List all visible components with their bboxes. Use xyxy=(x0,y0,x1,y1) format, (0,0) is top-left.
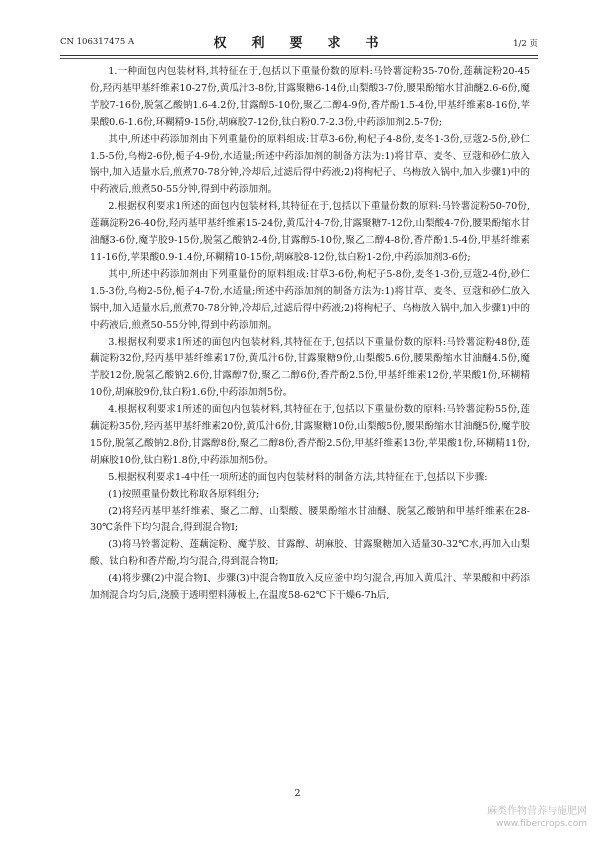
watermark xyxy=(437,806,587,830)
claim-2-additive: 其中,所述中药添加剂由下列重量份的原料组成:甘草3-6份,枸杞子5-8份,麦冬1-3份,豆蔻2-4份,砂仁1.5-3份,乌梅2-5份,栀子4-7份,水适量;所述中药添加剂的制备方法为:1)将甘草、麦冬、豆蔻和砂仁放入锅中,加入适量水后,煎煮70-78分钟,冷却后,过滤后得中药液;2)将枸杞子、乌梅放入锅中,加入步骤1)中的中药液后,煎煮50-55分钟,得到中药添加剂。 xyxy=(90,268,530,331)
page-number: 2 xyxy=(294,788,301,799)
claim-5: 5.根据权利要求1-4中任一项所述的面包内包装材料的制备方法,其特征在于,包括以下步骤: xyxy=(108,471,488,483)
document-header xyxy=(60,30,538,52)
claim-2: 2.根据权利要求1所述的面包内包装材料,其特征在于,包括以下重量份数的原料:马铃薯淀粉50-70份,莲藕淀粉26-40份,羟丙基甲基纤维素15-24份,黄瓜汁4-7份,甘露聚糖7-12份,山梨酸4-7份,腰果酚缩水甘油醚3-6份,魔芋胶9-15份,脱氢乙酸钠2-4份,甘露醇5-10份,聚乙二醇4-8份,香芹酚1.5-4份,甲基纤维素11-16份,苹果酸0.9-1.4份,环糊精10-15份,胡麻胶8-12份,钛白粉1-2份,中药添加剂3-6份; xyxy=(90,201,530,263)
page-indicator: 1/2 页 xyxy=(513,39,538,49)
watermark-name: 麻类作物营养与施肥网 xyxy=(487,806,587,817)
header-rule-thin xyxy=(60,58,538,59)
claim-5-step-1: (1)按照重量份数比称取各原料组分; xyxy=(108,488,260,500)
claim-5-step-3: (3)将马铃薯淀粉、莲藕淀粉、魔芋胶、甘露醇、胡麻胶、甘露聚糖加入适量30-32℃水,再加入山梨酸、钛白粉和香芹酚,均匀混合,得到混合物Ⅱ; xyxy=(90,539,530,568)
claim-1: 1.一种面包内包装材料,其特征在于,包括以下重量份数的原料:马铃薯淀粉35-70份,莲藕淀粉20-45份,羟丙基甲基纤维素10-27份,黄瓜汁3-8份,甘露聚糖6-14份,山梨酸3-7份,腰果酚缩水甘油醚2.6-6份,魔芋胶7-16份,脱氢乙酸钠1.6-4.2份,甘露醇5-10份,聚乙二醇4-9份,香芹酚1.5-4份,甲基纤维素8-16份,苹果酸0.6-1.6份,环糊精9-15份,胡麻胶7-12份,钛白粉0.7-2.3份,中药添加剂2.5-7份; xyxy=(90,66,530,128)
page-title: 权 利 要 求 书 xyxy=(213,36,385,51)
claim-4: 4.根据权利要求1所述的面包内包装材料,其特征在于,包括以下重量份数的原料:马铃薯淀粉55份,莲藕淀粉35份,羟丙基甲基纤维素20份,黄瓜汁6份,甘露聚糖10份,山梨酸5份,腰果酚缩水甘油醚5份,魔芋胶15份,脱氢乙酸钠2.8份,甘露醇8份,聚乙二醇8份,香芹酚2.5份,甲基纤维素13份,苹果酸1份,环糊精11份,胡麻胶10份,钛白粉1.8份,中药添加剂5份。 xyxy=(90,404,530,466)
watermark-url: www.fibercrops.com xyxy=(496,819,587,829)
claim-3: 3.根据权利要求1所述的面包内包装材料,其特征在于,包括以下重量份数的原料:马铃薯淀粉48份,莲藕淀粉32份,羟丙基甲基纤维素17份,黄瓜汁6份,甘露聚糖9份,山梨酸5.6份,腰果酚缩水甘油醚4.5份,魔芋胶12份,脱氢乙酸钠2.6份,甘露醇7份,聚乙二醇6份,香芹酚2.5份,甲基纤维素12份,苹果酸1份,环糊精10份,胡麻胶9份,钛白粉1.6份,中药添加剂5份。 xyxy=(90,336,530,399)
patent-number: CN 106317475 A xyxy=(60,37,135,47)
claim-1-additive: 其中,所述中药添加剂由下列重量份的原料组成:甘草3-6份,枸杞子4-8份,麦冬1-3份,豆蔻2-5份,砂仁1.5-5份,乌梅2-6份,栀子4-9份,水适量;所述中药添加剂的制备方法为:1)将甘草、麦冬、豆蔻和砂仁放入锅中,加入适量水后,煎煮70-78分钟,冷却后,过滤后得中药液;2)将枸杞子、乌梅放入锅中,加入步骤1)中的中药液后,煎煮50-55分钟,得到中药添加剂。 xyxy=(90,133,530,196)
claims-body xyxy=(90,64,530,605)
header-rule xyxy=(60,55,538,56)
claim-5-step-2: (2)将羟丙基甲基纤维素、聚乙二醇、山梨酸、腰果酚缩水甘油醚、脱氢乙酸钠和甲基纤维素在28-30℃条件下均匀混合,得到混合物Ⅰ; xyxy=(90,505,530,534)
claim-5-step-4: (4)将步骤(2)中混合物Ⅰ、步骤(3)中混合物Ⅱ放入反应釜中均匀混合,再加入黄瓜汁、苹果酸和中药添加剂混合均匀后,浇膜于透明塑料薄板上,在温度58-62℃下干燥6-7h后, xyxy=(90,573,530,602)
